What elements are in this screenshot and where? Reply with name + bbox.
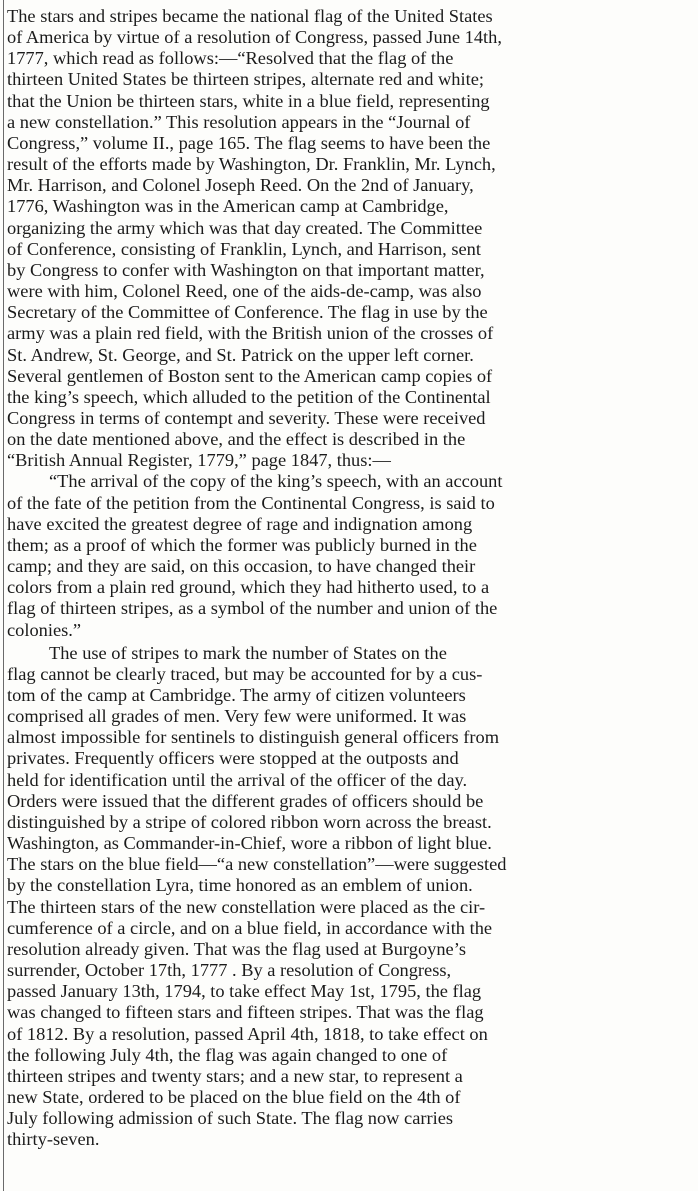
text-line: was changed to fifteen stars and fifteen stripes. That was the flag (7, 1002, 484, 1023)
text-line: flag of thirteen stripes, as a symbol of the number and union of the (7, 598, 498, 619)
text-line: of the fate of the petition from the Continental Congress, is said to (7, 492, 495, 513)
text-line: passed January 13th, 1794, to take effect May 1st, 1795, the flag (7, 981, 482, 1002)
text-line: Secretary of the Committee of Conference. The flag in use by the (7, 302, 488, 323)
text-line: on the date mentioned above, and the effect is described in the (7, 429, 466, 450)
text-line: thirteen stripes and twenty stars; and a new star, to represent a (7, 1065, 463, 1086)
column-rule (3, 0, 4, 1191)
text-line: Washington, as Commander-in-Chief, wore a ribbon of light blue. (7, 833, 492, 854)
text-line: thirty-seven. (7, 1129, 100, 1150)
text-line: them; as a proof of which the former was publicly burned in the (7, 534, 477, 555)
text-line: distinguished by a stripe of colored ribbon worn across the breast. (7, 811, 492, 832)
text-line: “The arrival of the copy of the king’s speech, with an account (49, 471, 503, 492)
text-line: comprised all grades of men. Very few were uniformed. It was (7, 706, 467, 727)
text-line: that the Union be thirteen stars, white in a blue field, representing (7, 90, 490, 111)
paragraph-flag-resolution (7, 6, 691, 471)
article-text (7, 6, 691, 1184)
text-line: The use of stripes to mark the number of States on the (49, 642, 447, 663)
text-line: result of the efforts made by Washington, Dr. Franklin, Mr. Lynch, (7, 154, 496, 175)
text-line: of Conference, consisting of Franklin, Lynch, and Harrison, sent (7, 238, 481, 259)
text-line: surrender, October 17th, 1777 . By a resolution of Congress, (7, 960, 452, 981)
text-line: privates. Frequently officers were stopped at the outposts and (7, 748, 459, 769)
text-line: of 1812. By a resolution, passed April 4th, 1818, to take effect on (7, 1023, 488, 1044)
text-line: by Congress to confer with Washington on that important matter, (7, 259, 485, 280)
text-line: camp; and they are said, on this occasion, to have changed their (7, 556, 476, 577)
text-line: of America by virtue of a resolution of Congress, passed June 14th, (7, 27, 502, 48)
text-line: by the constellation Lyra, time honored as an emblem of union. (7, 875, 473, 896)
paragraph-register-quote (7, 471, 691, 640)
text-line: 1776, Washington was in the American camp at Cambridge, (7, 196, 449, 217)
text-line: cumference of a circle, and on a blue field, in accordance with the (7, 917, 493, 938)
text-line: Congress in terms of contempt and severity. These were received (7, 407, 486, 428)
text-line: Orders were issued that the different grades of officers should be (7, 790, 484, 811)
text-line: the king’s speech, which alluded to the petition of the Continental (7, 386, 491, 407)
text-line: colonies.” (7, 619, 82, 640)
text-line: new State, ordered to be placed on the blue field on the 4th of (7, 1086, 461, 1107)
text-line: almost impossible for sentinels to distinguish general officers from (7, 727, 500, 748)
text-line: July following admission of such State. The flag now carries (7, 1108, 454, 1129)
text-line: the following July 4th, the flag was again changed to one of (7, 1044, 448, 1065)
text-line: thirteen United States be thirteen stripes, alternate red and white; (7, 69, 484, 90)
text-line: The stars and stripes became the national flag of the United States (7, 6, 493, 26)
paragraph-stripes-stars (7, 643, 691, 1151)
text-line: have excited the greatest degree of rage and indignation among (7, 513, 473, 534)
text-line: colors from a plain red ground, which they had hitherto used, to a (7, 577, 490, 598)
text-line: The stars on the blue field—“a new constellation”—were suggested (7, 854, 507, 875)
text-line: organizing the army which was that day created. The Committee (7, 217, 483, 238)
text-line: held for identification until the arrival of the officer of the day. (7, 769, 468, 790)
text-line: St. Andrew, St. George, and St. Patrick on the upper left corner. (7, 344, 474, 365)
text-line: Several gentlemen of Boston sent to the American camp copies of (7, 365, 493, 386)
text-line: were with him, Colonel Reed, one of the aids-de-camp, was also (7, 281, 482, 302)
text-line: “British Annual Register, 1779,” page 1847, thus:— (7, 450, 391, 471)
text-line: 1777, which read as follows:—“Resolved that the flag of the (7, 48, 454, 69)
text-line: Mr. Harrison, and Colonel Joseph Reed. On the 2nd of January, (7, 175, 474, 196)
text-line: The thirteen stars of the new constellation were placed as the cir- (7, 896, 486, 917)
text-line: Congress,” volume II., page 165. The flag seems to have been the (7, 132, 491, 153)
text-line: army was a plain red field, with the British union of the crosses of (7, 323, 494, 344)
text-line: resolution already given. That was the flag used at Burgoyne’s (7, 938, 466, 959)
text-line: flag cannot be clearly traced, but may be accounted for by a cus- (7, 663, 483, 684)
text-line: tom of the camp at Cambridge. The army of citizen volunteers (7, 685, 466, 705)
text-line: a new constellation.” This resolution appears in the “Journal of (7, 111, 471, 132)
